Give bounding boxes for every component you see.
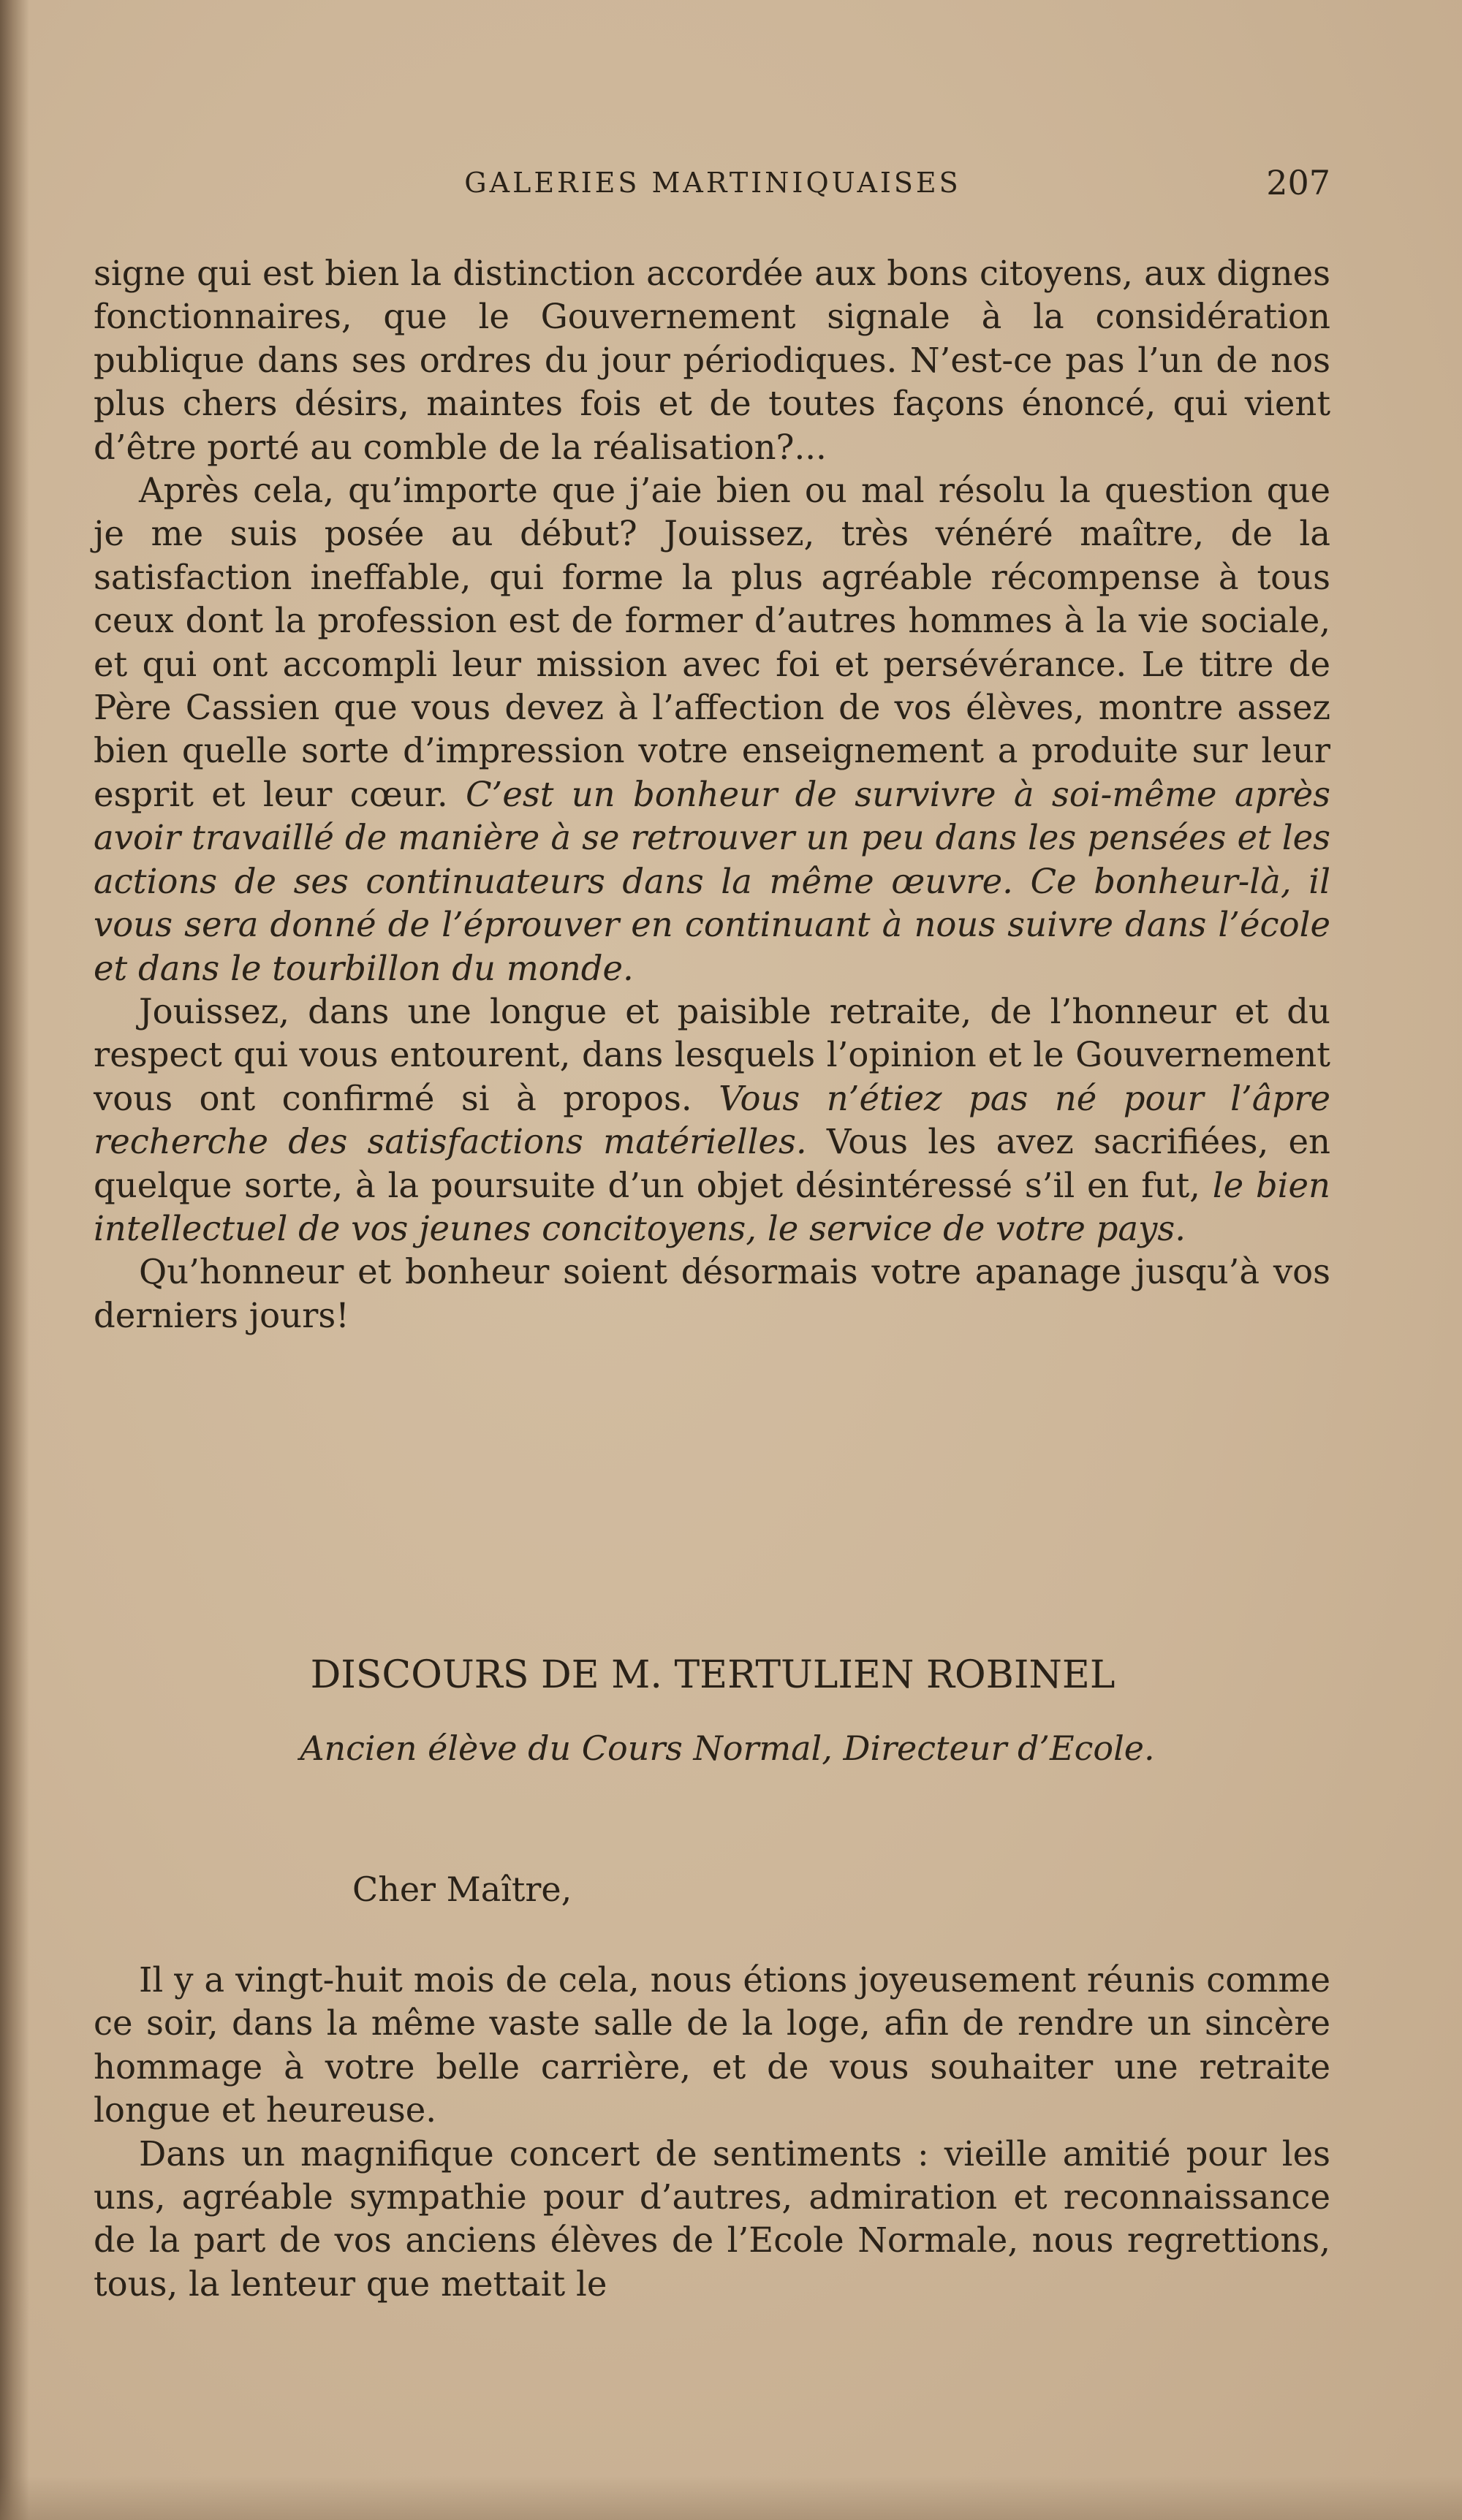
paragraph-4: Qu’honneur et bonheur soient désormais votre apanage jusqu’à vos derniers jours!	[94, 1252, 1330, 1335]
paragraph-3-italic-2: le bien intellectuel de vos jeunes concitoyens, le service de votre pays.	[94, 1165, 1331, 1248]
body-text	[94, 252, 1330, 1337]
speech-paragraph-2: Dans un magnifique concert de sentiments : vieille amitié pour les uns, agréable sympathie pour d’autres, admiration et reconnaissance de la part de vos anciens élèves de l’Ecole Normale, nous regrettions, tous, la lenteur que mettait le	[94, 2133, 1330, 2304]
salutation: Cher Maître,	[352, 1870, 572, 1909]
paragraph-3-roman-2: Vous les avez sacrifiées, en quelque sorte, à la poursuite d’un objet désintéressé s’il en fut,	[94, 1122, 1330, 1205]
running-title: GALERIES MARTINIQUAISES	[464, 167, 961, 199]
paragraph-3-roman-1: Jouissez, dans une longue et paisible retraite, de l’honneur et du respect qui vous entourent, dans lesquels l’opinion et le Gouvernement vous ont confirmé si à propos.	[94, 991, 1330, 1118]
speech-text	[94, 1959, 1330, 2306]
section-subtitle: Ancien élève du Cours Normal, Directeur d’Ecole.	[300, 1728, 1155, 1768]
section-title: DISCOURS DE M. TERTULIEN ROBINEL	[310, 1653, 1116, 1697]
page-binding-shadow	[0, 0, 29, 2520]
paragraph-3-italic-1: Vous n’étiez pas né pour l’âpre recherche des satisfactions matérielles.	[94, 1078, 1331, 1162]
page-number: 207	[1266, 163, 1330, 202]
speech-paragraph-1: Il y a vingt-huit mois de cela, nous étions joyeusement réunis comme ce soir, dans la même vaste salle de la loge, afin de rendre un sincère hommage à votre belle carrière, et de vous souhaiter une retraite longue et heureuse.	[94, 1960, 1330, 2130]
paragraph-2	[94, 469, 1330, 990]
page-bottom-shadow	[0, 2476, 1462, 2520]
paragraph-1: signe qui est bien la distinction accordée aux bons citoyens, aux dignes fonctionnaires, que le Gouvernement signale à la considération publique dans ses ordres du jour périodiques. N’est-ce pas l’un de nos plus chers désirs, maintes fois et de toutes façons énoncé, qui vient d’être porté au comble de la réalisation?...	[94, 254, 1330, 467]
paragraph-2-roman: Après cela, qu’importe que j’aie bien ou mal résolu la question que je me suis posée au début? Jouissez, très vénéré maître, de la satisfaction ineffable, qui forme la plus agréable récompense à tous ceux dont la profession est de former d’autres hommes à la vie sociale, et qui ont accompli leur mission avec foi et persévérance. Le titre de Père Cassien que vous devez à l’affection de vos élèves, montre assez bien quelle sorte d’impression votre enseignement a produite sur leur esprit et leur cœur.	[94, 471, 1330, 814]
paragraph-2-italic: C’est un bonheur de survivre à soi-même après avoir travaillé de manière à se retrouver un peu dans les pensées et les actions de ses continuateurs dans la même œuvre. Ce bonheur-là, il vous sera donné de l’éprouver en continuant à nous suivre dans l’école et dans le tourbillon du monde.	[94, 774, 1330, 988]
paragraph-3	[94, 990, 1330, 1250]
running-header	[95, 161, 1330, 205]
